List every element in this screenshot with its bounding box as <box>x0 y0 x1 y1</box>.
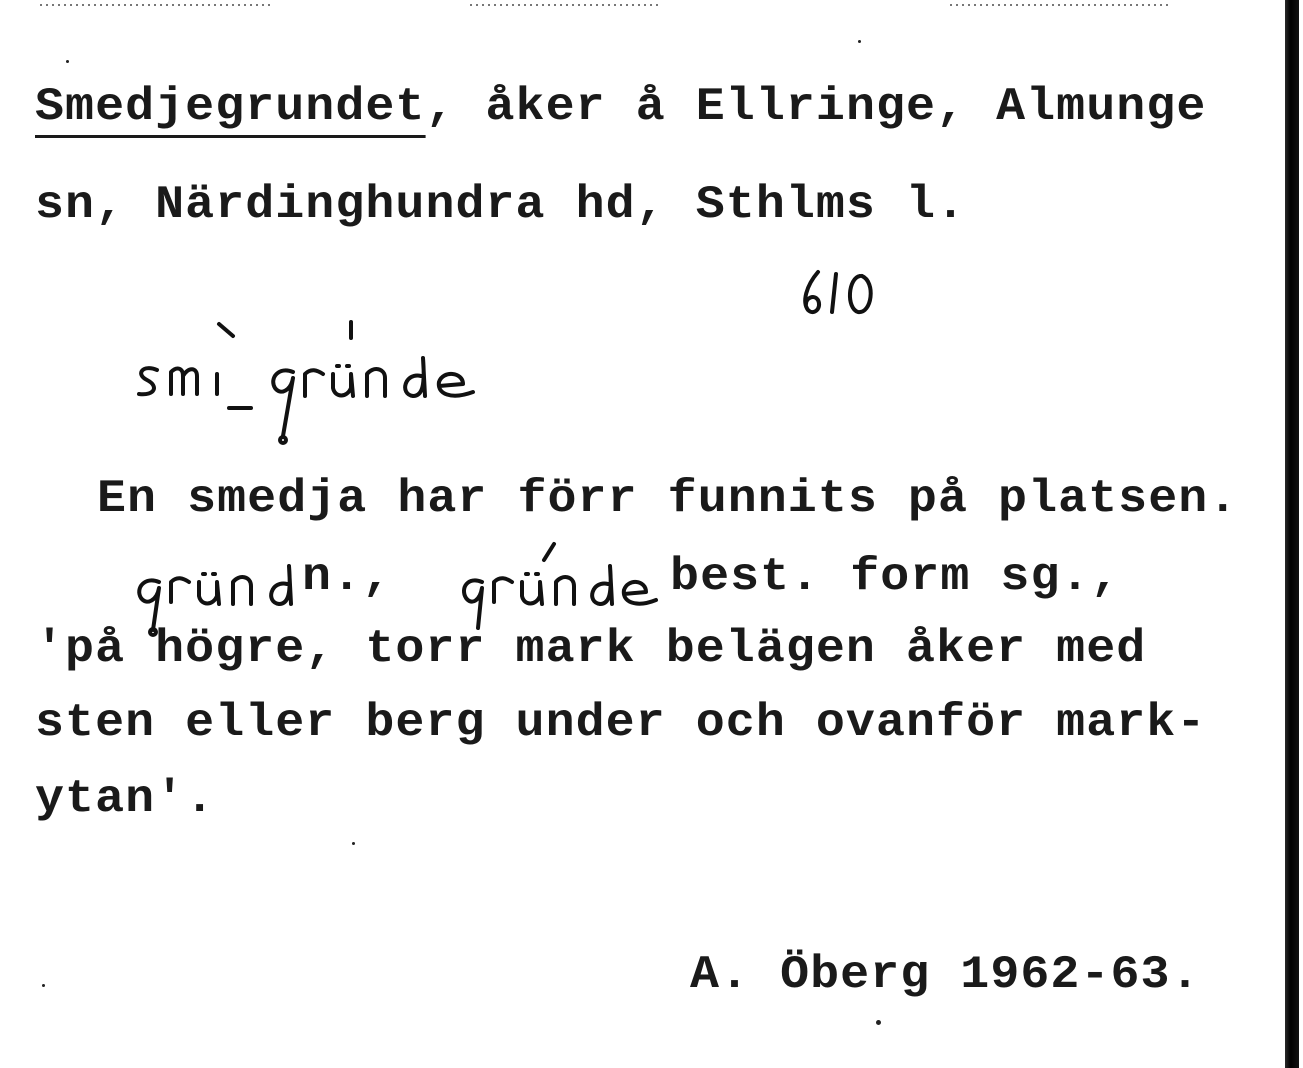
card-edge-shadow <box>1285 0 1299 1068</box>
handwritten-number <box>760 250 898 359</box>
grund-gloss: n., <box>272 551 423 603</box>
body-line-4: sten eller berg under och ovanför mark- <box>35 697 1207 749</box>
number-610-drawing <box>798 268 898 318</box>
body-line-5: ytan'. <box>35 773 216 825</box>
heading-line <box>35 81 1207 133</box>
scan-speckle <box>40 4 270 6</box>
grunde-gloss: best. form sg., <box>640 551 1121 603</box>
location-line: sn, Närdinghundra hd, Sthlms l. <box>35 179 967 231</box>
body-line-3: 'på högre, torr mark belägen åker med <box>35 623 1147 675</box>
heading-rest: , åker å Ellringe, Almunge <box>425 81 1207 133</box>
scan-dot <box>66 60 69 63</box>
scan-dot <box>876 1020 881 1025</box>
pronunciation-drawing <box>133 318 493 448</box>
scan-speckle <box>470 4 660 6</box>
scan-dot <box>352 842 355 845</box>
handwritten-pronunciation <box>95 300 493 489</box>
scan-speckle <box>950 4 1170 6</box>
scan-dot <box>858 40 861 43</box>
body-line-1: En smedja har förr funnits på platsen. <box>97 473 1239 525</box>
scan-dot <box>42 984 45 987</box>
place-name: Smedjegrundet <box>35 81 425 138</box>
signature: A. Öberg 1962-63. <box>690 949 1201 1001</box>
